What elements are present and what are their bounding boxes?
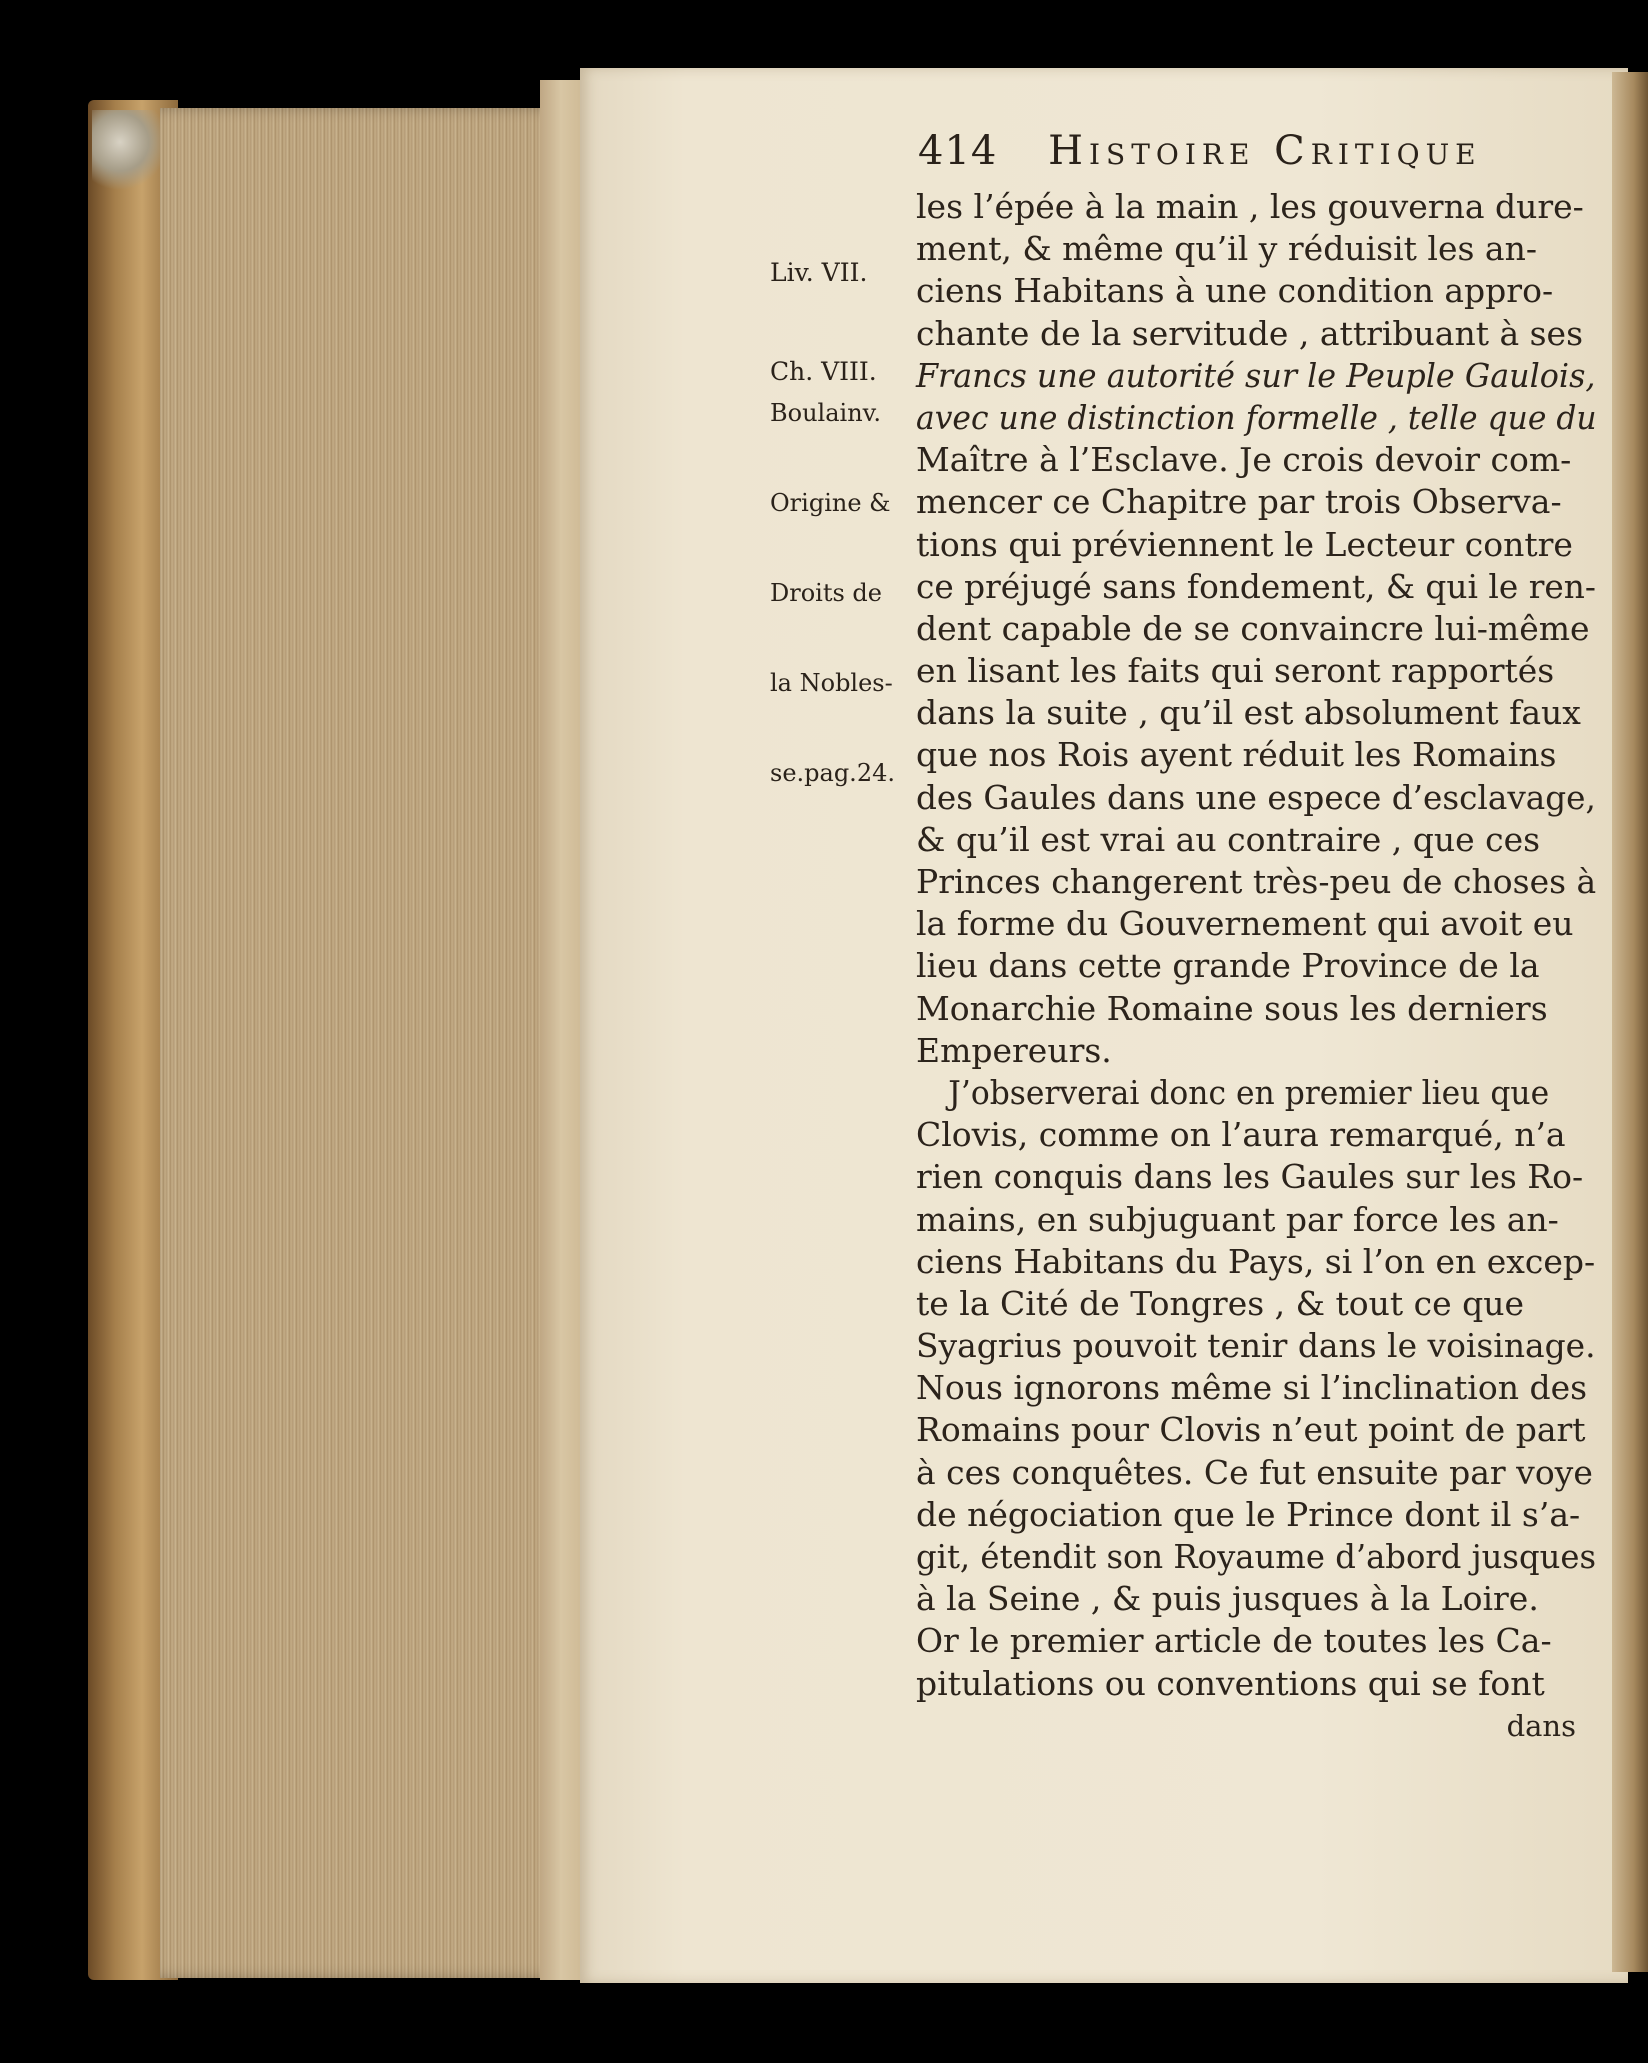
text-line: Francs une autorité sur le Peuple Gaulois, xyxy=(916,355,1596,395)
text-line: avec une distinction formelle , telle que du xyxy=(916,397,1597,437)
text-line: Clovis, comme on l’aura remarqué, n’a xyxy=(916,1115,1566,1155)
page-number: 414 xyxy=(918,128,998,174)
text-line: les l’épée à la main , les gouverna dure- xyxy=(916,187,1584,226)
margin-note-line: la Nobles- xyxy=(770,669,893,697)
cover-wear xyxy=(92,110,162,190)
text-line: mains, en subjuguant par force les an- xyxy=(916,1199,1559,1239)
text-line: lieu dans cette grande Province de la xyxy=(916,946,1540,986)
body-text xyxy=(916,186,1596,1747)
page-block-edges xyxy=(160,108,585,1978)
margin-note-line: Droits de xyxy=(770,579,882,607)
running-head xyxy=(918,128,1618,174)
text-line: mencer ce Chapitre par trois Observa- xyxy=(916,482,1562,522)
text-line: Princes changerent très-peu de choses à xyxy=(916,862,1597,901)
margin-note xyxy=(770,338,895,818)
text-line: & qu’il est vrai au contraire , que ces xyxy=(916,819,1541,859)
text-line: ment, & même qu’il y réduisit les an- xyxy=(916,229,1537,269)
running-title: Histoire Critique xyxy=(1048,128,1482,174)
text-line: à ces conquêtes. Ce fut ensuite par voye xyxy=(916,1452,1593,1492)
text-line: des Gaules dans une espece d’esclavage, xyxy=(916,777,1596,817)
text-line: Maître à l’Esclave. Je crois devoir com- xyxy=(916,440,1572,480)
margin-note-line: se.pag.24. xyxy=(770,759,895,787)
margin-note-line: Origine & xyxy=(770,489,891,517)
text-line: J’observerai donc en premier lieu que xyxy=(948,1072,1550,1112)
text-line: Romains pour Clovis n’eut point de part xyxy=(916,1410,1586,1450)
text-line: Nous ignorons même si l’inclination des xyxy=(916,1368,1588,1408)
text-line: git, étendit son Royaume d’abord jusques xyxy=(916,1537,1596,1576)
text-line: à la Seine , & puis jusques à la Loire. xyxy=(916,1579,1539,1619)
text-line: ce préjugé sans fondement, & qui le ren- xyxy=(916,566,1596,606)
catchword: dans xyxy=(1506,1708,1576,1743)
text-line: la forme du Gouvernement qui avoit eu xyxy=(916,904,1574,944)
text-line: Monarchie Romaine sous les derniers xyxy=(916,988,1548,1028)
text-line: Or le premier article de toutes les Ca- xyxy=(916,1621,1552,1661)
text-line: dent capable de se convaincre lui-même xyxy=(916,608,1590,648)
text-line: en lisant les faits qui seront rapportés xyxy=(916,651,1555,691)
text-line: rien conquis dans les Gaules sur les Ro- xyxy=(916,1157,1584,1197)
text-line: ciens Habitans du Pays, si l’on en excep- xyxy=(916,1241,1596,1281)
text-line: chante de la servitude , attribuant à ses xyxy=(916,313,1584,353)
text-line: de négociation que le Prince dont il s’a- xyxy=(916,1494,1581,1534)
margin-book: Liv. VII. xyxy=(770,258,868,287)
text-line: tions qui préviennent le Lecteur contre xyxy=(916,524,1573,564)
text-line: pitulations ou conventions qui se font xyxy=(916,1663,1545,1703)
text-line: ciens Habitans à une condition appro- xyxy=(916,271,1554,311)
text-line: que nos Rois ayent réduit les Romains xyxy=(916,735,1557,775)
text-line: Syagrius pouvoit tenir dans le voisinage. xyxy=(916,1326,1596,1366)
margin-note-line: Boulainv. xyxy=(770,399,881,427)
text-line: te la Cité de Tongres , & tout ce que xyxy=(916,1283,1525,1323)
text-line: Empereurs. xyxy=(916,1030,1112,1070)
text-line: dans la suite , qu’il est absolument faux xyxy=(916,693,1581,733)
margin-chapter: Ch. VIII. xyxy=(770,357,877,386)
page-right-edge xyxy=(1612,72,1648,1972)
